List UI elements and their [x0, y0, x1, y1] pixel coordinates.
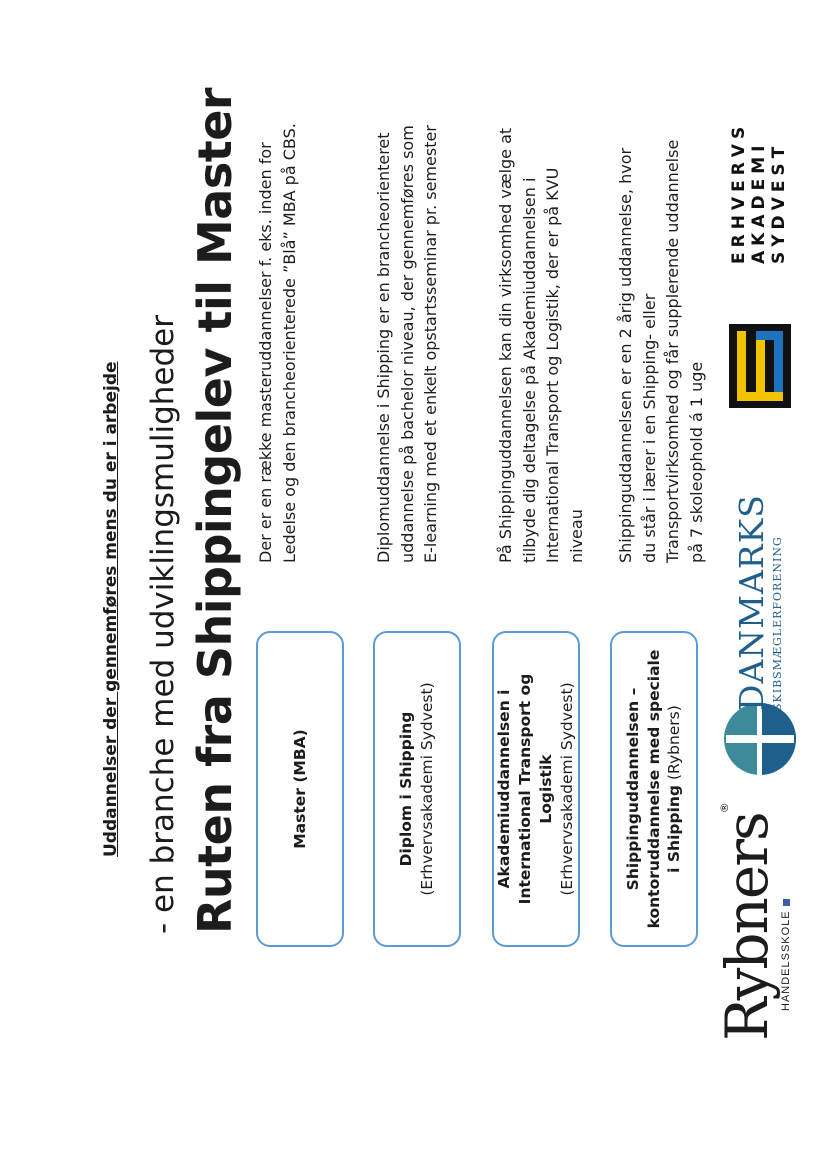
rybners-logo — [713, 802, 808, 1041]
ea-line3: SYDVEST — [769, 141, 790, 264]
square-icon — [783, 899, 790, 906]
registered-mark: ® — [718, 802, 731, 814]
program-description-shipping: Shippinguddannelsen er en 2 årig uddannelse, hvor du står i lærer i en Shipping- eller Transportvirksomhed og får supplerende uddannelse på 7 skoleophold á 1 uge — [616, 139, 706, 563]
rybners-subtitle: HANDELSSKOLE — [780, 910, 792, 1011]
erhvervsakademi-logo — [729, 122, 789, 264]
program-provider: (Rybners) — [665, 705, 684, 781]
program-description-master: Der er en række masteruddannelser f. eks. inden for Ledelse og den brancheorienterede ”Blå” MBA på CBS. — [256, 123, 299, 563]
danmarks-anchor-icon — [722, 701, 798, 777]
program-name-wrap — [623, 647, 686, 931]
page-title: Ruten fra Shippingelev til Master — [188, 87, 242, 934]
program-box-master — [256, 631, 344, 947]
section-heading: Uddannelser der gennemføres mens du er i arbejde — [101, 361, 121, 857]
ea-line2: AKADEMI — [749, 140, 770, 264]
ea-line1: ERHVERVS — [729, 121, 749, 264]
danmarks-subtitle: SKIBSMÆGLERFORENING — [771, 536, 784, 711]
program-description-akademi: På Shippinguddannelsen kan din virksomhed vælge at tilbyde dig deltagelse på Akademiuddannelsen i International Transport og Logistik, der er på KVU niveau — [496, 127, 586, 563]
danmarks-logo — [732, 494, 784, 711]
program-name: Diplom i Shipping — [397, 711, 416, 867]
program-name: Akademiuddannelsen i International Transport og Logistik — [495, 673, 555, 905]
page-subtitle: - en branche med udviklingsmuligheder — [145, 314, 181, 934]
erhvervsakademi-mark-icon — [729, 324, 791, 408]
program-box-shipping — [610, 631, 698, 947]
program-provider: (Erhvervsakademi Sydvest) — [418, 682, 436, 896]
program-box-akademi — [492, 631, 580, 947]
program-name: Master (MBA) — [290, 729, 309, 849]
program-name: Shippinguddannelsen – kontoruddannelse med speciale i Shipping — [623, 649, 684, 929]
program-box-diplom — [373, 631, 461, 947]
rybners-wordmark: Rybners — [713, 813, 781, 1041]
program-description-diplom: Diplomuddannelse i Shipping er en brancheorienteret uddannelse på bachelor niveau, der gennemføres som E-learning med et enkelt opstartsseminar pr. semester — [374, 125, 441, 563]
danmarks-wordmark: DANMARKS — [732, 494, 771, 711]
program-provider: (Erhvervsakademi Sydvest) — [557, 682, 576, 896]
